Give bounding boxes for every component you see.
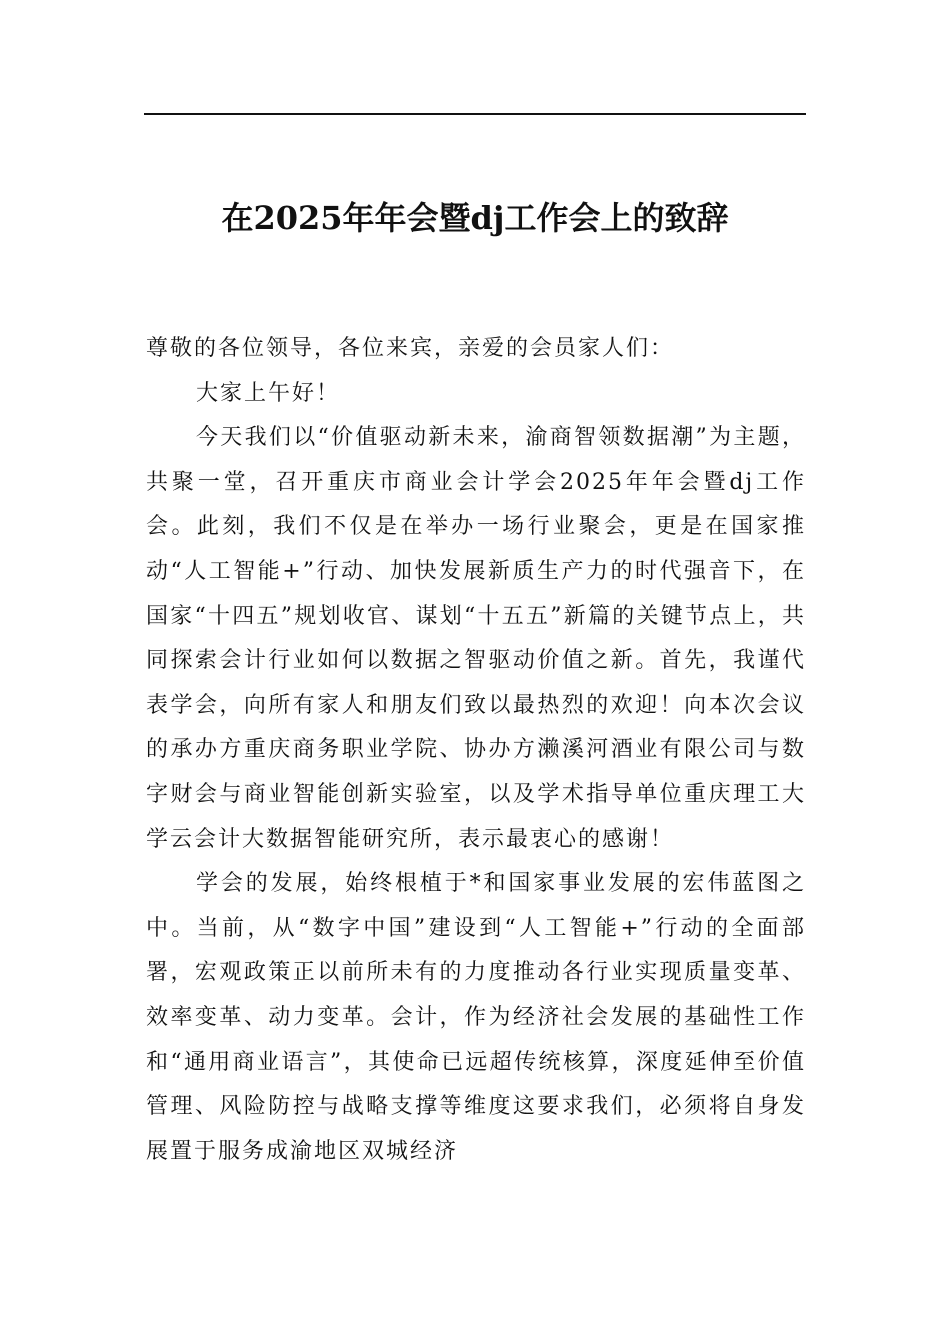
header-rule — [144, 113, 806, 115]
salutation: 尊敬的各位领导，各位来宾，亲爱的会员家人们： — [146, 336, 675, 361]
document-title: 在2025年年会暨dj工作会上的致辞 — [221, 199, 729, 237]
paragraph-greeting: 大家上午好！ — [196, 380, 341, 406]
document-body — [146, 327, 806, 1174]
paragraph-development: 学会的发展，始终根植于*和国家事业发展的宏伟蓝图之中。当前，从“数字中国”建设到“人工智能+”行动的全面部署，宏观政策正以前所未有的力度推动各行业实现质量变革、效率变革、动力变革。会计，作为经济社会发展的基础性工作和“通用商业语言”，其使命已远超传统核算，深度延伸至价值管理、风险防控与战略支撑等维度这要求我们，必须将自身发展置于服务成渝地区双城经济 — [146, 871, 806, 1164]
paragraph-opening: 今天我们以“价值驱动新未来，渝商智领数据潮”为主题，共聚一堂，召开重庆市商业会计学会2025年年会暨dj工作会。此刻，我们不仅是在举办一场行业聚会，更是在国家推动“人工智能+”行动、加快发展新质生产力的时代强音下，在国家“十四五”规划收官、谋划“十五五”新篇的关键节点上，共同探索会计行业如何以数据之智驱动价值之新。首先，我谨代表学会，向所有家人和朋友们致以最热烈的欢迎！向本次会议的承办方重庆商务职业学院、协办方濑溪河酒业有限公司与数字财会与商业智能创新实验室，以及学术指导单位重庆理工大学云会计大数据智能研究所，表示最衷心的感谢！ — [146, 425, 806, 852]
